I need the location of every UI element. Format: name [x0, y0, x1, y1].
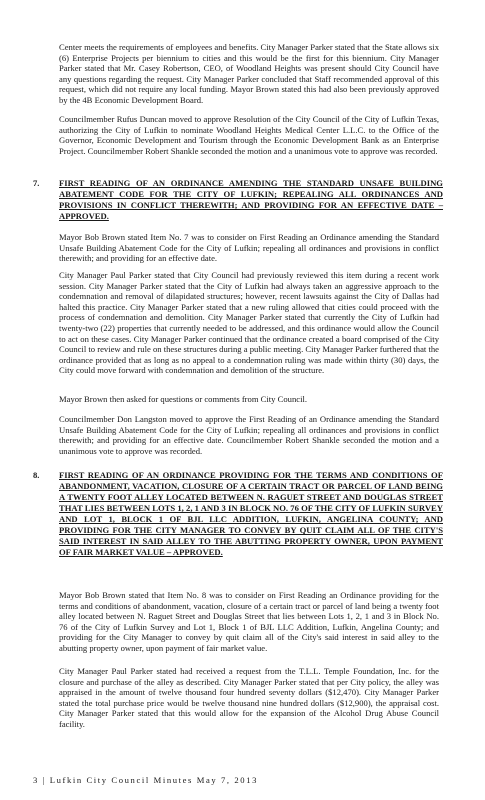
paragraph-item-8-intro: Mayor Bob Brown stated that Item No. 8 was to consider on First Reading an Ordinance providing for the terms and conditions of abandonment, vacation, closure of a certain tract or parcel of land being a twenty foot alley located between N. Raguet Street and Douglas Street that lies between Lots 1, 2, 1 and 3 in Block No. 76 of the City of Lufkin Survey and Lot 1, Block 1 of BJL LLC Addition, Lufkin, Angelina County; and providing for the City Manager to convey by quit claim all of the City's said interest in said alley to the abutting property owner, upon payment of fair market value.: [59, 590, 439, 653]
footer-page-number: 3: [33, 775, 39, 785]
agenda-item-7-number: 7.: [33, 178, 40, 188]
agenda-item-8-heading: [33, 470, 443, 558]
paragraph-enterprise-project-summary: Center meets the requirements of employees and benefits. City Manager Parker stated that the State allows six (6) Enterprise Projects per biennium to cities and this would be the first for this biennium. City Manager Parker stated that Mr. Casey Robertson, CEO, of Woodland Heights was present should City Council have any questions regarding the request. City Manager Parker concluded that Staff recommended approval of this request, which did not require any local funding. Mayor Brown stated this had also been previously approved by the 4B Economic Development Board.: [59, 42, 439, 105]
paragraph-enterprise-project-motion: Councilmember Rufus Duncan moved to approve Resolution of the City Council of the City of Lufkin Texas, authorizing the City of Lufkin to nominate Woodland Heights Medical Center L.L.C. to the Office of the Governor, Economic Development and Tourism through the Economic Development Bank as an Enterprise Project. Councilmember Robert Shankle seconded the motion and a unanimous vote to approve was recorded.: [59, 114, 439, 156]
agenda-item-8-title: FIRST READING OF AN ORDINANCE PROVIDING FOR THE TERMS AND CONDITIONS OF ABANDONMENT, VACATION, CLOSURE OF A CERTAIN TRACT OR PARCEL OF LAND BEING A TWENTY FOOT ALLEY LOCATED BETWEEN N. RAGUET STREET AND DOUGLAS STREET THAT LIES BETWEEN LOTS 1, 2, 1 AND 3 IN BLOCK NO. 76 OF THE CITY OF LUFKIN SURVEY AND LOT 1, BLOCK 1 OF BJL LLC ADDITION, LUFKIN, ANGELINA COUNTY; AND PROVIDING FOR THE CITY MANAGER TO CONVEY BY QUIT CLAIM ALL OF THE CITY'S SAID INTEREST IN SAID ALLEY TO THE ABUTTING PROPERTY OWNER, UPON PAYMENT OF FAIR MARKET VALUE – APPROVED.: [59, 470, 443, 557]
paragraph-item-7-motion: Councilmember Don Langston moved to approve the First Reading of an Ordinance amending the Standard Unsafe Building Abatement Code for the City of Lufkin; repealing all ordinances and provisions in conflict therewith; and providing for an effective date. Councilmember Robert Shankle seconded the motion and a unanimous vote to approve was recorded.: [59, 414, 439, 456]
agenda-item-7-heading: [33, 178, 443, 222]
agenda-item-8-number: 8.: [33, 470, 40, 480]
agenda-item-7-title: FIRST READING OF AN ORDINANCE AMENDING THE STANDARD UNSAFE BUILDING ABATEMENT CODE FOR THE CITY OF LUFKIN; REPEALING ALL ORDINANCES AND PROVISIONS IN CONFLICT THEREWITH; AND PROVIDING FOR AN EFFECTIVE DATE – APPROVED.: [59, 178, 443, 221]
paragraph-item-7-intro: Mayor Bob Brown stated Item No. 7 was to consider on First Reading an Ordinance amending the Standard Unsafe Building Abatement Code for the City of Lufkin; repealing all ordinances and provisions in conflict therewith; and providing for an effective date.: [59, 232, 439, 264]
footer-text: Lufkin City Council Minutes May 7, 2013: [49, 775, 258, 785]
paragraph-item-8-discussion: City Manager Paul Parker stated had received a request from the T.L.L. Temple Foundation, Inc. for the closure and purchase of the alley as described. City Manager Parker stated that per City policy, the alley was appraised in the amount of twelve thousand four hundred seventy dollars ($12,470). City Manager Parker stated the total purchase price would be twelve thousand nine hundred dollars ($12,900), the appraisal cost. City Manager Parker stated that this would allow for the expansion of the Alcohol Drug Abuse Council facility.: [59, 666, 439, 729]
paragraph-item-7-discussion: City Manager Paul Parker stated that City Council had previously reviewed this item during a recent work session. City Manager Parker stated that the City of Lufkin had always taken an aggressive approach to the condemnation and removal of dilapidated structures; however, recent lawsuits against the City of Dallas had halted this practice. City Manager Parker stated that a new ruling allowed that cities could proceed with the process of condemnation and demolition. City Manager Parker stated that currently the City of Lufkin had twenty-two (22) properties that currently needed to be addressed, and this ordinance would allow the Council to act on these cases. City Manager Parker continued that the ordinance created a board comprised of the City Council to review and rule on these structures during a public meeting. City Manager Parker furthered that the ordinance provided that as long as no appeal to a condemnation ruling was made within thirty (30) days, the City could move forward with condemnation and demolition of the structure.: [59, 270, 439, 376]
paragraph-item-7-questions: Mayor Brown then asked for questions or comments from City Council.: [59, 394, 307, 404]
page-footer: [33, 775, 433, 786]
footer-separator: |: [38, 775, 50, 785]
